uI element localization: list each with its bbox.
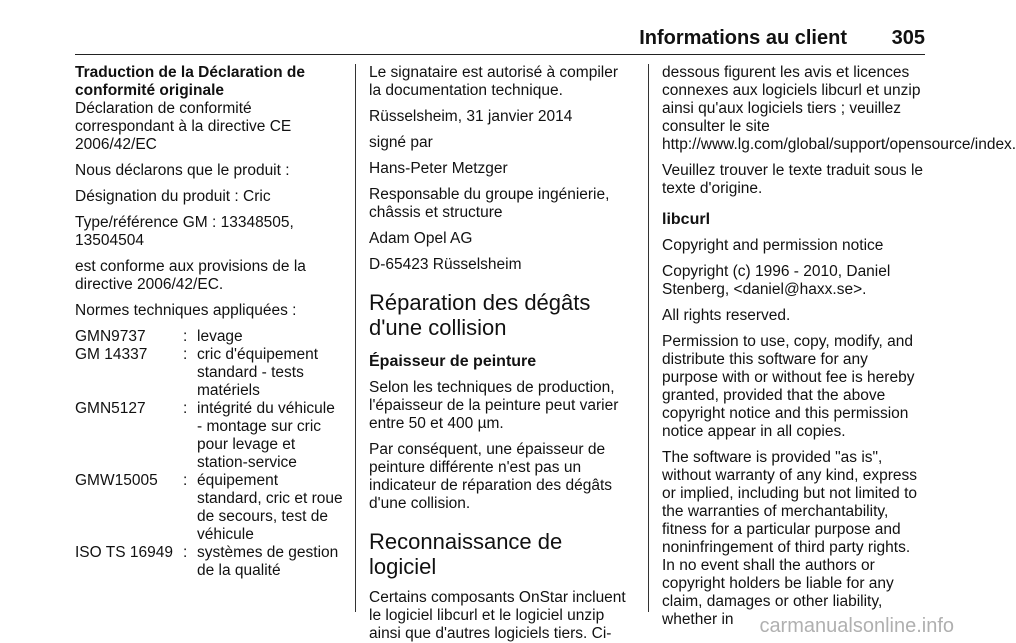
table-row	[75, 346, 343, 400]
paragraph: Selon les techniques de production, l'épaisseur de la peinture peut varier entre 50 et 400 µm.	[369, 379, 619, 432]
norm-separator: :	[183, 544, 188, 561]
subsection-heading-paint-thickness: Épaisseur de peinture	[369, 353, 537, 370]
paragraph: All rights reserved.	[662, 307, 791, 324]
norm-separator: :	[183, 346, 188, 363]
table-row	[75, 400, 343, 472]
norm-description: équipement standard, cric et roue de secours, test de véhicule	[197, 472, 343, 543]
paragraph: Déclaration de conformité correspondant à la directive CE 2006/42/EC	[75, 100, 292, 153]
paragraph: Adam Opel AG	[369, 230, 473, 247]
paragraph: Type/référence GM : 13348505, 13504504	[75, 214, 294, 249]
subsection-heading-libcurl: libcurl	[662, 211, 711, 228]
paragraph: Nous déclarons que le produit :	[75, 162, 290, 179]
norm-code: GMN5127	[75, 400, 146, 417]
norm-description: cric d'équipement standard - tests matériels	[197, 346, 318, 399]
paragraph: Le signataire est autorisé à compiler la documentation technique.	[369, 64, 618, 99]
watermark: carmanualsonline.info	[759, 615, 954, 637]
paragraph: Permission to use, copy, modify, and distribute this software for any purpose with or without fee is hereby granted, provided that the above copyright notice and this permission notice appear in all copies.	[662, 333, 915, 440]
norm-separator: :	[183, 400, 188, 417]
paragraph: D-65423 Rüsselsheim	[369, 256, 522, 273]
declaration-heading: Traduction de la Déclaration de conformité originale	[75, 64, 305, 99]
section-heading-collision-repair: Réparation des dégâts d'une collision	[369, 290, 591, 340]
paragraph: The software is provided "as is", without warranty of any kind, express or implied, including but not limited to the warranties of merchantability, fitness for a particular purpose and noninfringement of third party rights. In no event shall the authors or copyright holders be liable for any claim, damages or other liability, whether in	[662, 449, 918, 628]
norm-description: systèmes de gestion de la qualité	[197, 544, 339, 579]
paragraph: Veuillez trouver le texte traduit sous le texte d'origine.	[662, 162, 924, 197]
table-row	[75, 328, 343, 346]
norm-code: ISO TS 16949	[75, 544, 173, 561]
norm-description: intégrité du véhicule - montage sur cric pour levage et station-service	[197, 400, 335, 471]
paragraph: Copyright (c) 1996 - 2010, Daniel Stenberg, <daniel@haxx.se>.	[662, 263, 891, 298]
paragraph: Par conséquent, une épaisseur de peinture différente n'est pas un indicateur de réparation des dégâts d'une collision.	[369, 441, 612, 512]
norms-table	[75, 328, 343, 580]
table-row	[75, 544, 343, 580]
norm-separator: :	[183, 328, 188, 345]
paragraph: Rüsselsheim, 31 janvier 2014	[369, 108, 573, 125]
paragraph: Hans-Peter Metzger	[369, 160, 508, 177]
paragraph: Certains composants OnStar incluent le logiciel libcurl et le logiciel unzip ainsi que d'autres logiciels tiers. Ci-	[369, 589, 626, 642]
column-1	[75, 64, 343, 612]
paragraph: signé par	[369, 134, 433, 151]
norm-description: levage	[197, 328, 243, 345]
norm-code: GMN9737	[75, 328, 146, 345]
paragraph: Copyright and permission notice	[662, 237, 884, 254]
paragraph: Responsable du groupe ingénierie, châssis et structure	[369, 186, 610, 221]
paragraph: est conforme aux provisions de la directive 2006/42/EC.	[75, 258, 306, 293]
paragraph: Normes techniques appliquées :	[75, 302, 297, 319]
paragraph: Désignation du produit : Cric	[75, 188, 271, 205]
column-2	[369, 64, 634, 642]
column-divider	[355, 64, 356, 612]
column-divider	[648, 64, 649, 612]
norm-code: GMW15005	[75, 472, 158, 489]
page-number: 305	[891, 27, 925, 49]
table-row	[75, 472, 343, 544]
header-title: Informations au client	[639, 27, 847, 49]
page-header	[75, 24, 925, 55]
section-heading-software-acknowledgement: Reconnaissance de logiciel	[369, 529, 563, 579]
norm-code: GM 14337	[75, 346, 148, 363]
paragraph: dessous figurent les avis et licences connexes aux logiciels libcurl et unzip ainsi qu'aux logiciels tiers ; veuillez consulter le site http://www.lg.com/global/support/opensource/index.	[662, 64, 1016, 153]
norm-separator: :	[183, 472, 188, 489]
